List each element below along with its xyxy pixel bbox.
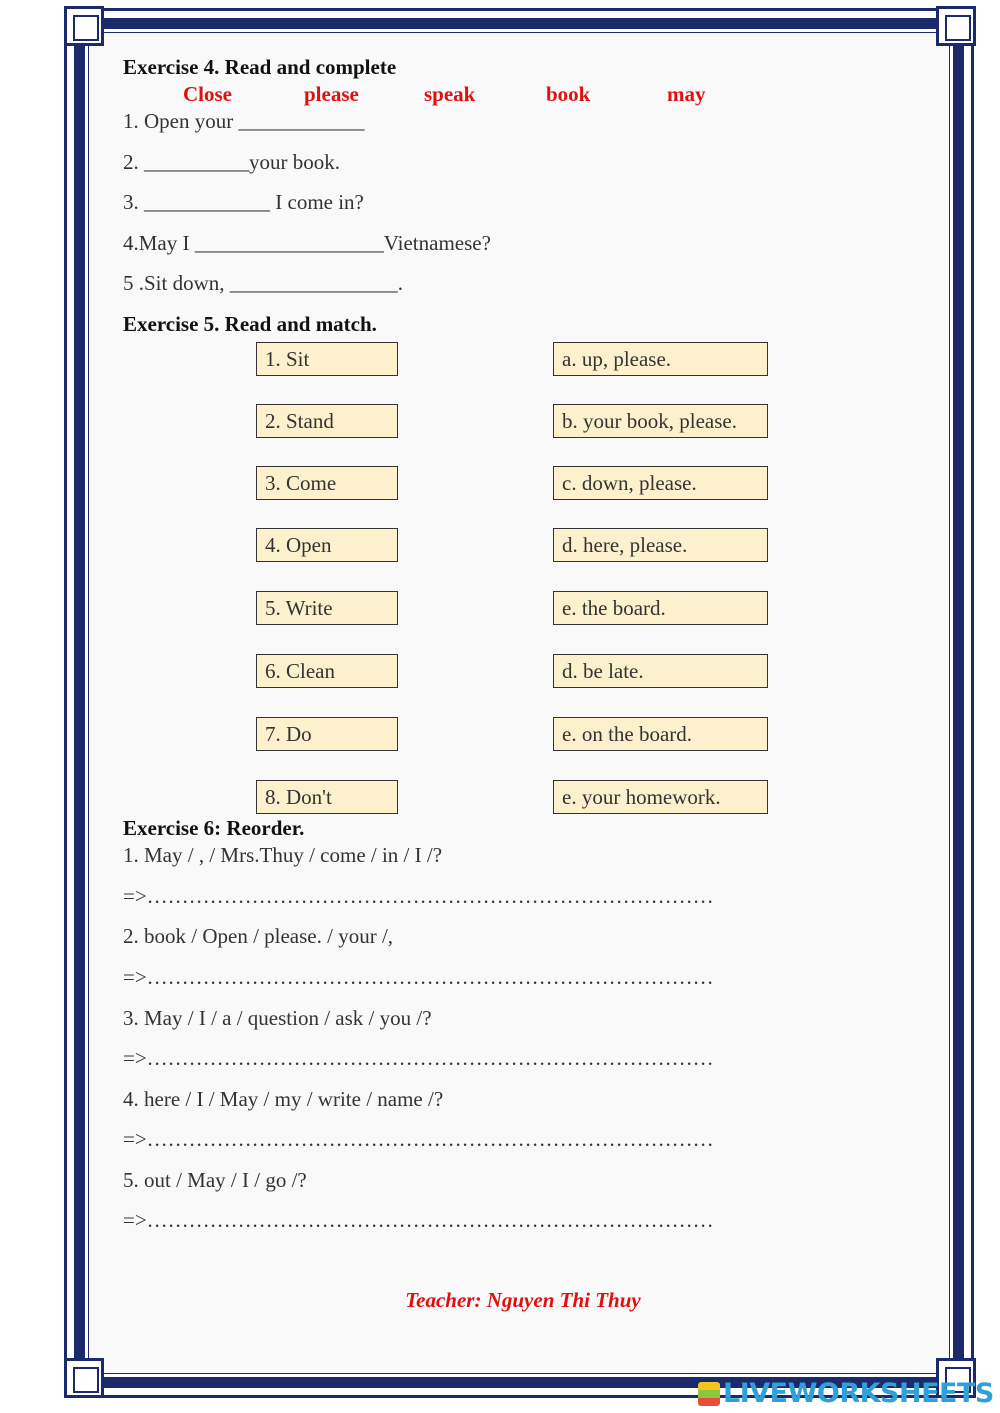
- answer-line[interactable]: =>………………………………………………………………………: [123, 1046, 714, 1070]
- match-right-box[interactable]: e. on the board.: [553, 717, 768, 751]
- match-right-box[interactable]: c. down, please.: [553, 466, 768, 500]
- match-left-box[interactable]: 6. Clean: [256, 654, 398, 688]
- watermark-text: LIVEWORKSHEETS: [723, 1378, 994, 1409]
- match-left-box[interactable]: 5. Write: [256, 591, 398, 625]
- match-left-box[interactable]: 1. Sit: [256, 342, 398, 376]
- exercise-5-heading: Exercise 5. Read and match.: [123, 312, 377, 336]
- word-bank-item: please: [304, 82, 359, 106]
- reorder-prompt: 3. May / I / a / question / ask / you /?: [123, 1006, 432, 1030]
- reorder-prompt: 5. out / May / I / go /?: [123, 1168, 307, 1192]
- ex4-item[interactable]: 5 .Sit down, ________________.: [123, 271, 404, 295]
- match-left-box[interactable]: 3. Come: [256, 466, 398, 500]
- answer-line[interactable]: =>………………………………………………………………………: [123, 1208, 714, 1232]
- answer-line[interactable]: =>………………………………………………………………………: [123, 884, 714, 908]
- ex4-item[interactable]: 4.May I __________________Vietnamese?: [123, 231, 491, 255]
- match-right-box[interactable]: e. the board.: [553, 591, 768, 625]
- match-left-box[interactable]: 7. Do: [256, 717, 398, 751]
- word-bank-item: Close: [183, 82, 232, 106]
- reorder-prompt: 4. here / I / May / my / write / name /?: [123, 1087, 444, 1111]
- match-left-box[interactable]: 8. Don't: [256, 780, 398, 814]
- match-right-box[interactable]: e. your homework.: [553, 780, 768, 814]
- match-left-box[interactable]: 4. Open: [256, 528, 398, 562]
- teacher-credit: Teacher: Nguyen Thi Thuy: [405, 1288, 641, 1312]
- exercise-4-heading: Exercise 4. Read and complete: [123, 55, 397, 79]
- match-right-box[interactable]: b. your book, please.: [553, 404, 768, 438]
- word-bank-item: speak: [424, 82, 476, 106]
- word-bank-item: may: [667, 82, 706, 106]
- match-right-box[interactable]: a. up, please.: [553, 342, 768, 376]
- answer-line[interactable]: =>………………………………………………………………………: [123, 965, 714, 989]
- match-right-box[interactable]: d. be late.: [553, 654, 768, 688]
- corner-ornament: [936, 6, 976, 46]
- exercise-6-heading: Exercise 6: Reorder.: [123, 816, 305, 840]
- liveworksheets-icon: [698, 1382, 720, 1406]
- word-bank-item: book: [546, 82, 591, 106]
- reorder-prompt: 1. May / , / Mrs.Thuy / come / in / I /?: [123, 843, 443, 867]
- ex4-item[interactable]: 1. Open your ____________: [123, 109, 365, 133]
- corner-ornament: [64, 6, 104, 46]
- ex4-item[interactable]: 2. __________your book.: [123, 150, 340, 174]
- ex4-item[interactable]: 3. ____________ I come in?: [123, 190, 364, 214]
- corner-ornament: [64, 1358, 104, 1398]
- match-right-box[interactable]: d. here, please.: [553, 528, 768, 562]
- reorder-prompt: 2. book / Open / please. / your /,: [123, 924, 394, 948]
- liveworksheets-logo: [698, 1378, 994, 1409]
- answer-line[interactable]: =>………………………………………………………………………: [123, 1127, 714, 1151]
- match-left-box[interactable]: 2. Stand: [256, 404, 398, 438]
